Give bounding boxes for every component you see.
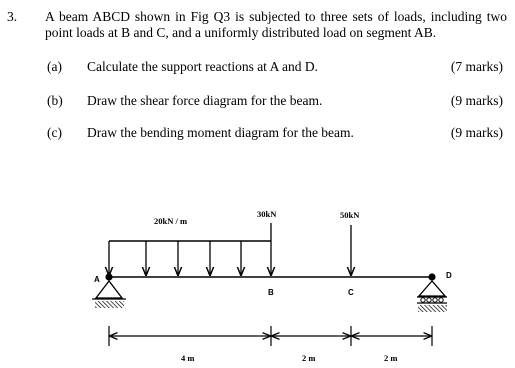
point-d-label: D	[446, 271, 452, 280]
roller-support-d	[417, 281, 447, 312]
part-label: (b)	[47, 93, 63, 108]
question-part-c	[0, 125, 515, 143]
part-text: Draw the shear force diagram for the beam.	[87, 93, 323, 108]
part-text: Calculate the support reactions at A and D.	[87, 59, 318, 74]
question-number: 3.	[7, 9, 18, 24]
load-c-label: 50kN	[340, 210, 360, 220]
part-text: Draw the bending moment diagram for the beam.	[87, 125, 354, 140]
udl-label: 20kN / m	[154, 216, 188, 226]
part-marks: (9 marks)	[450, 93, 503, 108]
hinge-a	[105, 273, 112, 280]
point-b-label: B	[268, 288, 274, 297]
beam-figure	[0, 195, 515, 368]
question-part-a	[0, 59, 515, 77]
point-a-label: A	[94, 275, 100, 284]
part-marks: (9 marks)	[450, 125, 503, 140]
load-b-label: 30kN	[257, 209, 277, 219]
pin-support-a	[92, 281, 126, 308]
hinge-d	[428, 273, 435, 280]
question-text: A beam ABCD shown in Fig Q3 is subjected to three sets of loads, including two point loads at B and C, and a uniformly distributed load on segment AB.	[45, 9, 507, 40]
question-part-b	[0, 93, 515, 111]
point-c-label: C	[348, 288, 354, 297]
part-marks: (7 marks)	[450, 59, 503, 74]
dimension-lines	[109, 326, 432, 346]
part-label: (c)	[47, 125, 62, 140]
part-label: (a)	[47, 59, 62, 74]
dimension-ab-label: 4 m	[181, 353, 195, 363]
dimension-cd-label: 2 m	[384, 353, 398, 363]
dimension-bc-label: 2 m	[302, 353, 316, 363]
udl-load	[109, 241, 271, 275]
